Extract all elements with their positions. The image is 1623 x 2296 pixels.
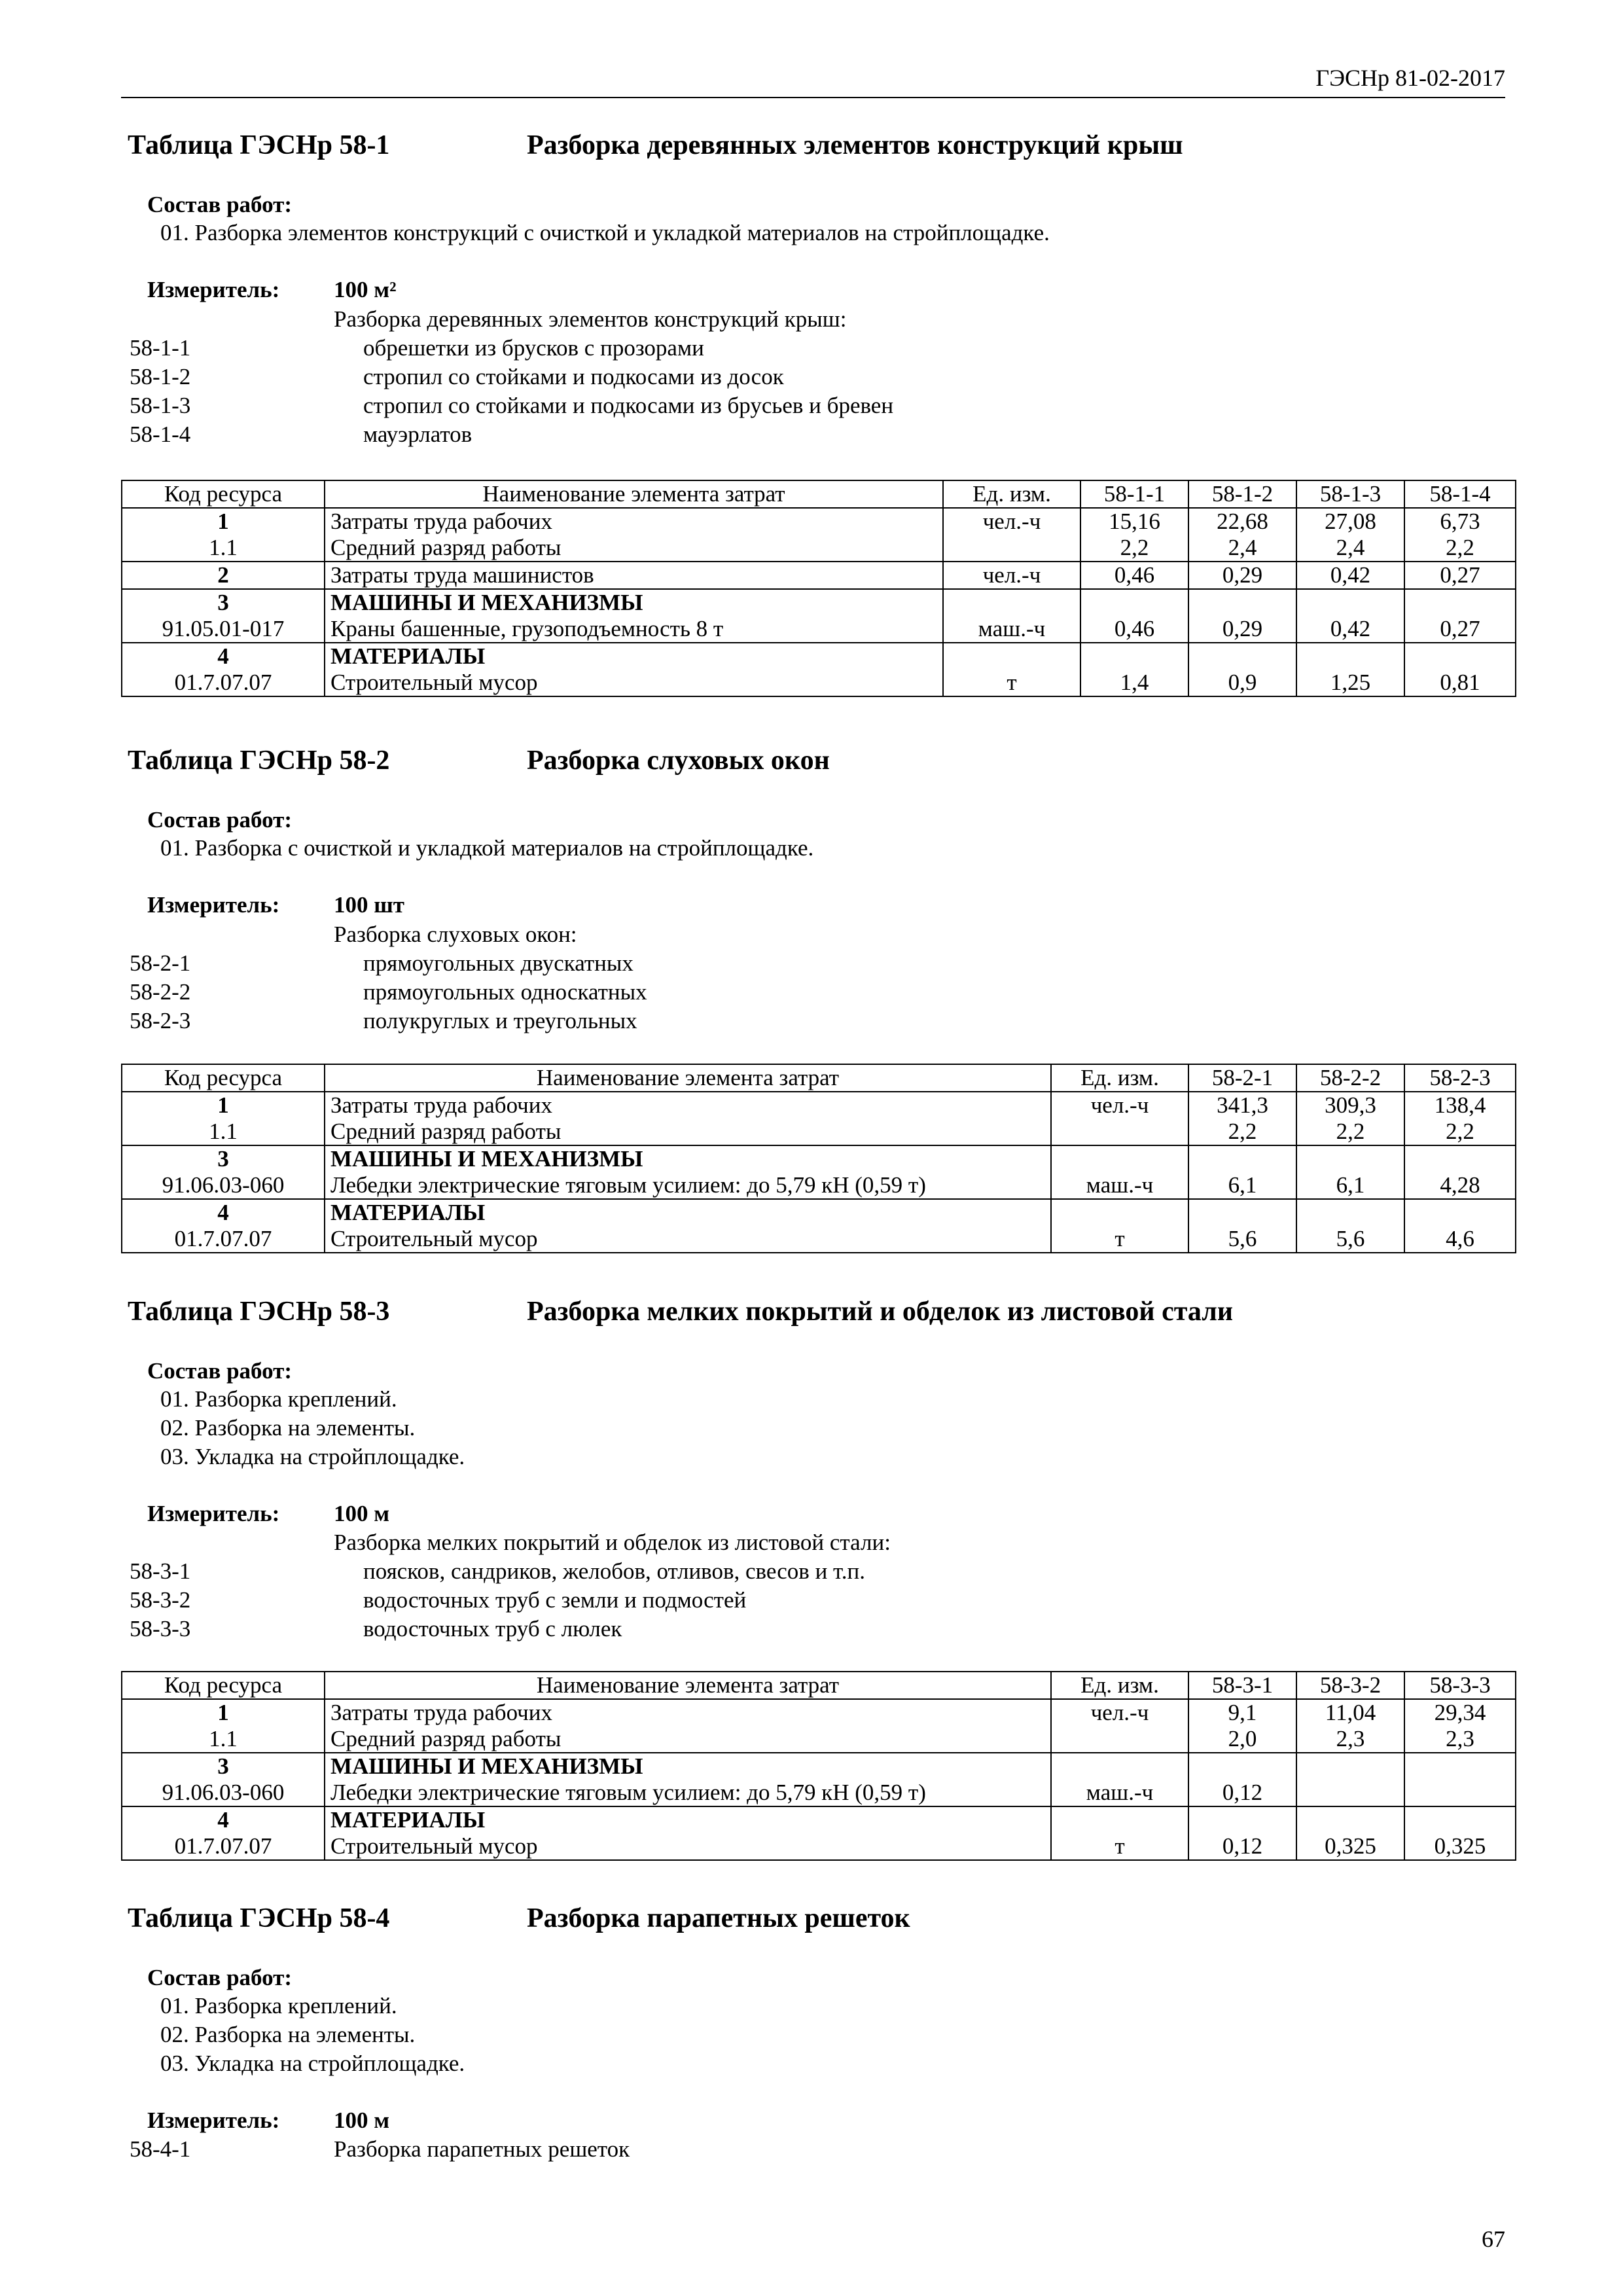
row-unit: чел.-ч bbox=[943, 508, 1080, 535]
item-text: обрешетки из брусков с прозорами bbox=[363, 335, 704, 361]
measure-label: Измеритель: bbox=[147, 1501, 280, 1526]
row-name: МАТЕРИАЛЫ bbox=[325, 643, 943, 670]
header-code: Код ресурса bbox=[122, 480, 325, 508]
table-label: Таблица ГЭСНр 58-3 bbox=[128, 1297, 390, 1327]
row-value bbox=[1404, 643, 1516, 670]
row-code: 1 bbox=[122, 1699, 325, 1726]
row-value bbox=[1080, 589, 1188, 616]
item-code: 58-1-1 bbox=[130, 335, 191, 361]
row-value bbox=[1296, 1145, 1404, 1172]
table-row bbox=[122, 1226, 1516, 1253]
row-name: Лебедки электрические тяговым усилием: до 5,79 кН (0,59 т) bbox=[325, 1780, 1051, 1806]
item-code: 58-2-1 bbox=[130, 950, 191, 976]
row-value: 6,1 bbox=[1296, 1172, 1404, 1199]
row-name: Затраты труда рабочих bbox=[325, 1092, 1051, 1119]
measure-label: Измеритель: bbox=[147, 277, 280, 302]
row-value: 11,04 bbox=[1296, 1699, 1404, 1726]
row-unit bbox=[1051, 1145, 1188, 1172]
table-row bbox=[122, 1753, 1516, 1780]
table-row bbox=[122, 1699, 1516, 1726]
row-value bbox=[1296, 589, 1404, 616]
header-col: 58-1-2 bbox=[1188, 480, 1296, 508]
row-value: 0,27 bbox=[1404, 562, 1516, 589]
row-unit bbox=[1051, 1726, 1188, 1753]
header-col: 58-1-4 bbox=[1404, 480, 1516, 508]
work-item: 03. Укладка на стройплощадке. bbox=[160, 1444, 465, 1469]
table-title: Разборка парапетных решеток bbox=[527, 1903, 910, 1933]
row-code: 91.06.03-060 bbox=[122, 1172, 325, 1199]
table-header-row bbox=[122, 1672, 1516, 1699]
row-value: 2,2 bbox=[1404, 535, 1516, 562]
table-row bbox=[122, 1092, 1516, 1119]
row-value: 9,1 bbox=[1188, 1699, 1296, 1726]
table-row bbox=[122, 1145, 1516, 1172]
header-unit: Ед. изм. bbox=[1051, 1672, 1188, 1699]
item-text: прямоугольных двускатных bbox=[363, 950, 633, 976]
row-name: Средний разряд работы bbox=[325, 1726, 1051, 1753]
row-name: Затраты труда машинистов bbox=[325, 562, 943, 589]
row-value: 0,81 bbox=[1404, 670, 1516, 696]
row-value bbox=[1188, 643, 1296, 670]
row-name: Строительный мусор bbox=[325, 1226, 1051, 1253]
row-unit: чел.-ч bbox=[1051, 1092, 1188, 1119]
work-item: 03. Укладка на стройплощадке. bbox=[160, 2051, 465, 2076]
header-unit: Ед. изм. bbox=[1051, 1064, 1188, 1092]
row-value bbox=[1296, 1806, 1404, 1833]
work-item: 01. Разборка элементов конструкций с очисткой и укладкой материалов на стройплощадке. bbox=[160, 220, 1050, 245]
row-code: 1.1 bbox=[122, 535, 325, 562]
row-value: 309,3 bbox=[1296, 1092, 1404, 1119]
row-name: Затраты труда рабочих bbox=[325, 1699, 1051, 1726]
item-code: 58-3-2 bbox=[130, 1587, 191, 1613]
row-value: 2,2 bbox=[1080, 535, 1188, 562]
row-unit bbox=[943, 535, 1080, 562]
row-value: 1,4 bbox=[1080, 670, 1188, 696]
table-row bbox=[122, 562, 1516, 589]
works-label: Состав работ: bbox=[147, 1358, 292, 1384]
row-code: 91.06.03-060 bbox=[122, 1780, 325, 1806]
header-code: Код ресурса bbox=[122, 1672, 325, 1699]
table-row bbox=[122, 643, 1516, 670]
row-value: 2,0 bbox=[1188, 1726, 1296, 1753]
item-text: поясков, сандриков, желобов, отливов, свесов и т.п. bbox=[363, 1558, 865, 1584]
row-value bbox=[1188, 1806, 1296, 1833]
header-col: 58-3-2 bbox=[1296, 1672, 1404, 1699]
row-value: 0,325 bbox=[1296, 1833, 1404, 1860]
work-item: 01. Разборка креплений. bbox=[160, 1993, 397, 2018]
table-row bbox=[122, 1780, 1516, 1806]
item-text: стропил со стойками и подкосами из брусьев и бревен bbox=[363, 393, 894, 418]
row-unit: т bbox=[1051, 1833, 1188, 1860]
header-unit: Ед. изм. bbox=[943, 480, 1080, 508]
measure-value: 100 шт bbox=[334, 892, 404, 918]
table-title: Разборка мелких покрытий и обделок из листовой стали bbox=[527, 1297, 1234, 1327]
row-code: 3 bbox=[122, 1753, 325, 1780]
row-code: 4 bbox=[122, 643, 325, 670]
row-value: 4,6 bbox=[1404, 1226, 1516, 1253]
row-name: Лебедки электрические тяговым усилием: до 5,79 кН (0,59 т) bbox=[325, 1172, 1051, 1199]
row-value: 5,6 bbox=[1296, 1226, 1404, 1253]
row-value: 0,46 bbox=[1080, 616, 1188, 643]
items-intro: Разборка мелких покрытий и обделок из листовой стали: bbox=[334, 1530, 891, 1555]
row-value: 0,29 bbox=[1188, 562, 1296, 589]
work-item: 02. Разборка на элементы. bbox=[160, 1415, 416, 1441]
row-value bbox=[1404, 1199, 1516, 1226]
table-row bbox=[122, 1806, 1516, 1833]
table-row bbox=[122, 1199, 1516, 1226]
header-col: 58-2-3 bbox=[1404, 1064, 1516, 1092]
resource-table-58-3 bbox=[121, 1671, 1516, 1861]
row-name: МАТЕРИАЛЫ bbox=[325, 1199, 1051, 1226]
table-label: Таблица ГЭСНр 58-1 bbox=[128, 130, 390, 160]
page-number: 67 bbox=[1482, 2226, 1505, 2252]
row-unit bbox=[943, 643, 1080, 670]
row-value: 29,34 bbox=[1404, 1699, 1516, 1726]
row-code: 01.7.07.07 bbox=[122, 1226, 325, 1253]
items-intro: Разборка деревянных элементов конструкций крыш: bbox=[334, 306, 847, 332]
table-row bbox=[122, 616, 1516, 643]
row-code: 1 bbox=[122, 1092, 325, 1119]
item-code: 58-3-3 bbox=[130, 1616, 191, 1641]
row-code: 1.1 bbox=[122, 1726, 325, 1753]
header-name: Наименование элемента затрат bbox=[325, 1064, 1051, 1092]
row-value: 0,12 bbox=[1188, 1833, 1296, 1860]
row-unit: чел.-ч bbox=[1051, 1699, 1188, 1726]
row-code: 1 bbox=[122, 508, 325, 535]
works-label: Состав работ: bbox=[147, 1965, 292, 1990]
row-unit: маш.-ч bbox=[943, 616, 1080, 643]
row-code: 01.7.07.07 bbox=[122, 1833, 325, 1860]
row-value bbox=[1404, 1780, 1516, 1806]
table-row bbox=[122, 1726, 1516, 1753]
row-value bbox=[1188, 1753, 1296, 1780]
row-name: Средний разряд работы bbox=[325, 1119, 1051, 1145]
table-row bbox=[122, 1833, 1516, 1860]
row-value: 0,42 bbox=[1296, 562, 1404, 589]
row-name: Строительный мусор bbox=[325, 1833, 1051, 1860]
row-name: Краны башенные, грузоподъемность 8 т bbox=[325, 616, 943, 643]
row-value: 4,28 bbox=[1404, 1172, 1516, 1199]
row-value bbox=[1188, 1145, 1296, 1172]
measure-label: Измеритель: bbox=[147, 2108, 280, 2133]
item-text: водосточных труб с земли и подмостей bbox=[363, 1587, 747, 1613]
table-label: Таблица ГЭСНр 58-2 bbox=[128, 745, 390, 776]
item-text: мауэрлатов bbox=[363, 422, 473, 447]
table-row bbox=[122, 670, 1516, 696]
row-code: 3 bbox=[122, 589, 325, 616]
row-value: 0,325 bbox=[1404, 1833, 1516, 1860]
row-value: 2,3 bbox=[1404, 1726, 1516, 1753]
table-row bbox=[122, 589, 1516, 616]
row-value bbox=[1404, 1806, 1516, 1833]
row-value: 0,42 bbox=[1296, 616, 1404, 643]
row-name: Затраты труда рабочих bbox=[325, 508, 943, 535]
row-value: 1,25 bbox=[1296, 670, 1404, 696]
row-value: 6,1 bbox=[1188, 1172, 1296, 1199]
row-value: 0,12 bbox=[1188, 1780, 1296, 1806]
row-value: 2,2 bbox=[1404, 1119, 1516, 1145]
row-code: 1.1 bbox=[122, 1119, 325, 1145]
header-name: Наименование элемента затрат bbox=[325, 480, 943, 508]
table-header-row bbox=[122, 480, 1516, 508]
document-code: ГЭСНр 81-02-2017 bbox=[1315, 65, 1505, 91]
item-text: прямоугольных односкатных bbox=[363, 979, 647, 1005]
row-value bbox=[1404, 1145, 1516, 1172]
row-name: МАШИНЫ И МЕХАНИЗМЫ bbox=[325, 1145, 1051, 1172]
row-value: 2,4 bbox=[1296, 535, 1404, 562]
row-code: 01.7.07.07 bbox=[122, 670, 325, 696]
row-value: 15,16 bbox=[1080, 508, 1188, 535]
row-value: 22,68 bbox=[1188, 508, 1296, 535]
resource-table-58-1 bbox=[121, 480, 1516, 697]
table-row bbox=[122, 508, 1516, 535]
measure-value: 100 м bbox=[334, 1501, 390, 1526]
row-unit bbox=[1051, 1119, 1188, 1145]
row-unit bbox=[1051, 1806, 1188, 1833]
row-code: 2 bbox=[122, 562, 325, 589]
row-name: Средний разряд работы bbox=[325, 535, 943, 562]
items-intro: Разборка слуховых окон: bbox=[334, 922, 577, 947]
row-value bbox=[1296, 1753, 1404, 1780]
row-value: 0,27 bbox=[1404, 616, 1516, 643]
works-label: Состав работ: bbox=[147, 807, 292, 833]
header-rule bbox=[121, 97, 1505, 98]
work-item: 02. Разборка на элементы. bbox=[160, 2022, 416, 2047]
row-unit: маш.-ч bbox=[1051, 1780, 1188, 1806]
row-unit bbox=[943, 589, 1080, 616]
table-label: Таблица ГЭСНр 58-4 bbox=[128, 1903, 390, 1933]
row-value: 2,3 bbox=[1296, 1726, 1404, 1753]
row-value: 27,08 bbox=[1296, 508, 1404, 535]
item-code: 58-2-3 bbox=[130, 1008, 191, 1033]
item-text: стропил со стойками и подкосами из досок bbox=[363, 364, 784, 389]
row-value: 0,46 bbox=[1080, 562, 1188, 589]
row-value bbox=[1080, 643, 1188, 670]
works-label: Состав работ: bbox=[147, 192, 292, 217]
measure-value: 100 м² bbox=[334, 277, 397, 302]
row-value: 2,4 bbox=[1188, 535, 1296, 562]
row-value bbox=[1188, 589, 1296, 616]
row-unit: т bbox=[1051, 1226, 1188, 1253]
header-col: 58-2-2 bbox=[1296, 1064, 1404, 1092]
item-code: 58-1-3 bbox=[130, 393, 191, 418]
row-name: МАТЕРИАЛЫ bbox=[325, 1806, 1051, 1833]
row-value: 2,2 bbox=[1188, 1119, 1296, 1145]
item-code: 58-2-2 bbox=[130, 979, 191, 1005]
header-col: 58-3-3 bbox=[1404, 1672, 1516, 1699]
row-name: Строительный мусор bbox=[325, 670, 943, 696]
work-item: 01. Разборка креплений. bbox=[160, 1386, 397, 1412]
table-title: Разборка деревянных элементов конструкций крыш bbox=[527, 130, 1183, 160]
row-name: МАШИНЫ И МЕХАНИЗМЫ bbox=[325, 1753, 1051, 1780]
table-title: Разборка слуховых окон bbox=[527, 745, 830, 776]
row-value: 138,4 bbox=[1404, 1092, 1516, 1119]
row-unit bbox=[1051, 1753, 1188, 1780]
row-value bbox=[1296, 1199, 1404, 1226]
row-value bbox=[1296, 643, 1404, 670]
header-code: Код ресурса bbox=[122, 1064, 325, 1092]
row-code: 91.05.01-017 bbox=[122, 616, 325, 643]
row-value: 2,2 bbox=[1296, 1119, 1404, 1145]
header-col: 58-1-1 bbox=[1080, 480, 1188, 508]
row-code: 4 bbox=[122, 1199, 325, 1226]
row-value bbox=[1188, 1199, 1296, 1226]
header-name: Наименование элемента затрат bbox=[325, 1672, 1051, 1699]
row-value: 6,73 bbox=[1404, 508, 1516, 535]
item-text: водосточных труб с люлек bbox=[363, 1616, 622, 1641]
row-code: 3 bbox=[122, 1145, 325, 1172]
row-value: 0,29 bbox=[1188, 616, 1296, 643]
header-col: 58-3-1 bbox=[1188, 1672, 1296, 1699]
row-value: 0,9 bbox=[1188, 670, 1296, 696]
item-code: 58-1-4 bbox=[130, 422, 191, 447]
measure-label: Измеритель: bbox=[147, 892, 280, 918]
row-value: 5,6 bbox=[1188, 1226, 1296, 1253]
row-value bbox=[1404, 589, 1516, 616]
row-unit: т bbox=[943, 670, 1080, 696]
item-code: 58-4-1 bbox=[130, 2136, 191, 2162]
row-code: 4 bbox=[122, 1806, 325, 1833]
item-text: полукруглых и треугольных bbox=[363, 1008, 637, 1033]
table-row bbox=[122, 1172, 1516, 1199]
row-unit bbox=[1051, 1199, 1188, 1226]
table-header-row bbox=[122, 1064, 1516, 1092]
row-unit: чел.-ч bbox=[943, 562, 1080, 589]
row-unit: маш.-ч bbox=[1051, 1172, 1188, 1199]
table-row bbox=[122, 1119, 1516, 1145]
row-value bbox=[1296, 1780, 1404, 1806]
table-row bbox=[122, 535, 1516, 562]
item-text: Разборка парапетных решеток bbox=[334, 2136, 630, 2162]
measure-value: 100 м bbox=[334, 2108, 390, 2133]
item-code: 58-3-1 bbox=[130, 1558, 191, 1584]
row-name: МАШИНЫ И МЕХАНИЗМЫ bbox=[325, 589, 943, 616]
item-code: 58-1-2 bbox=[130, 364, 191, 389]
header-col: 58-1-3 bbox=[1296, 480, 1404, 508]
work-item: 01. Разборка с очисткой и укладкой материалов на стройплощадке. bbox=[160, 835, 814, 861]
header-col: 58-2-1 bbox=[1188, 1064, 1296, 1092]
resource-table-58-2 bbox=[121, 1064, 1516, 1253]
row-value bbox=[1404, 1753, 1516, 1780]
row-value: 341,3 bbox=[1188, 1092, 1296, 1119]
